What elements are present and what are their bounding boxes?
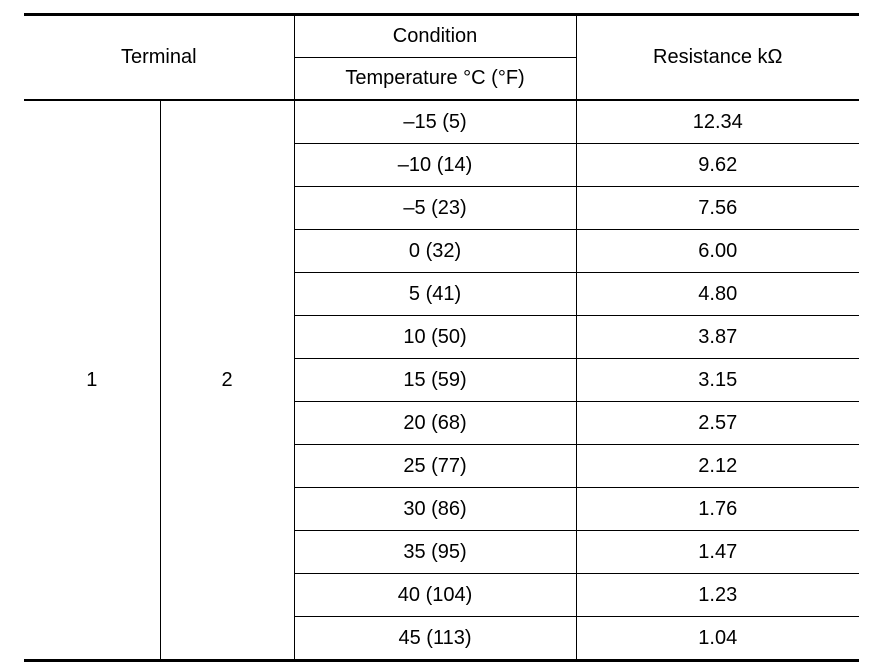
header-terminal: Terminal [24,15,294,101]
resistance-cell: 1.04 [576,617,859,661]
temperature-cell: 45 (113) [294,617,576,661]
header-condition: Condition [294,15,576,58]
resistance-cell: 2.12 [576,445,859,488]
resistance-cell: 12.34 [576,100,859,144]
temperature-cell: 5 (41) [294,273,576,316]
temperature-cell: 20 (68) [294,402,576,445]
temperature-cell: 40 (104) [294,574,576,617]
table-body [24,100,859,661]
temperature-cell: 10 (50) [294,316,576,359]
resistance-cell: 4.80 [576,273,859,316]
temperature-cell: –15 (5) [294,100,576,144]
resistance-cell: 3.15 [576,359,859,402]
terminal-a-cell: 1 [24,100,160,661]
resistance-cell: 7.56 [576,187,859,230]
terminal-b-cell: 2 [160,100,294,661]
resistance-cell: 9.62 [576,144,859,187]
resistance-cell: 3.87 [576,316,859,359]
temperature-cell: –10 (14) [294,144,576,187]
resistance-cell: 1.23 [576,574,859,617]
resistance-cell: 1.47 [576,531,859,574]
table-header [24,15,859,101]
temperature-cell: –5 (23) [294,187,576,230]
resistance-cell: 1.76 [576,488,859,531]
header-resistance: Resistance kΩ [576,15,859,101]
temperature-cell: 35 (95) [294,531,576,574]
resistance-cell: 6.00 [576,230,859,273]
resistance-cell: 2.57 [576,402,859,445]
table-row [24,100,859,144]
temperature-cell: 15 (59) [294,359,576,402]
resistance-table [24,13,859,662]
temperature-cell: 30 (86) [294,488,576,531]
temperature-cell: 0 (32) [294,230,576,273]
temperature-cell: 25 (77) [294,445,576,488]
header-temperature: Temperature °C (°F) [294,58,576,101]
